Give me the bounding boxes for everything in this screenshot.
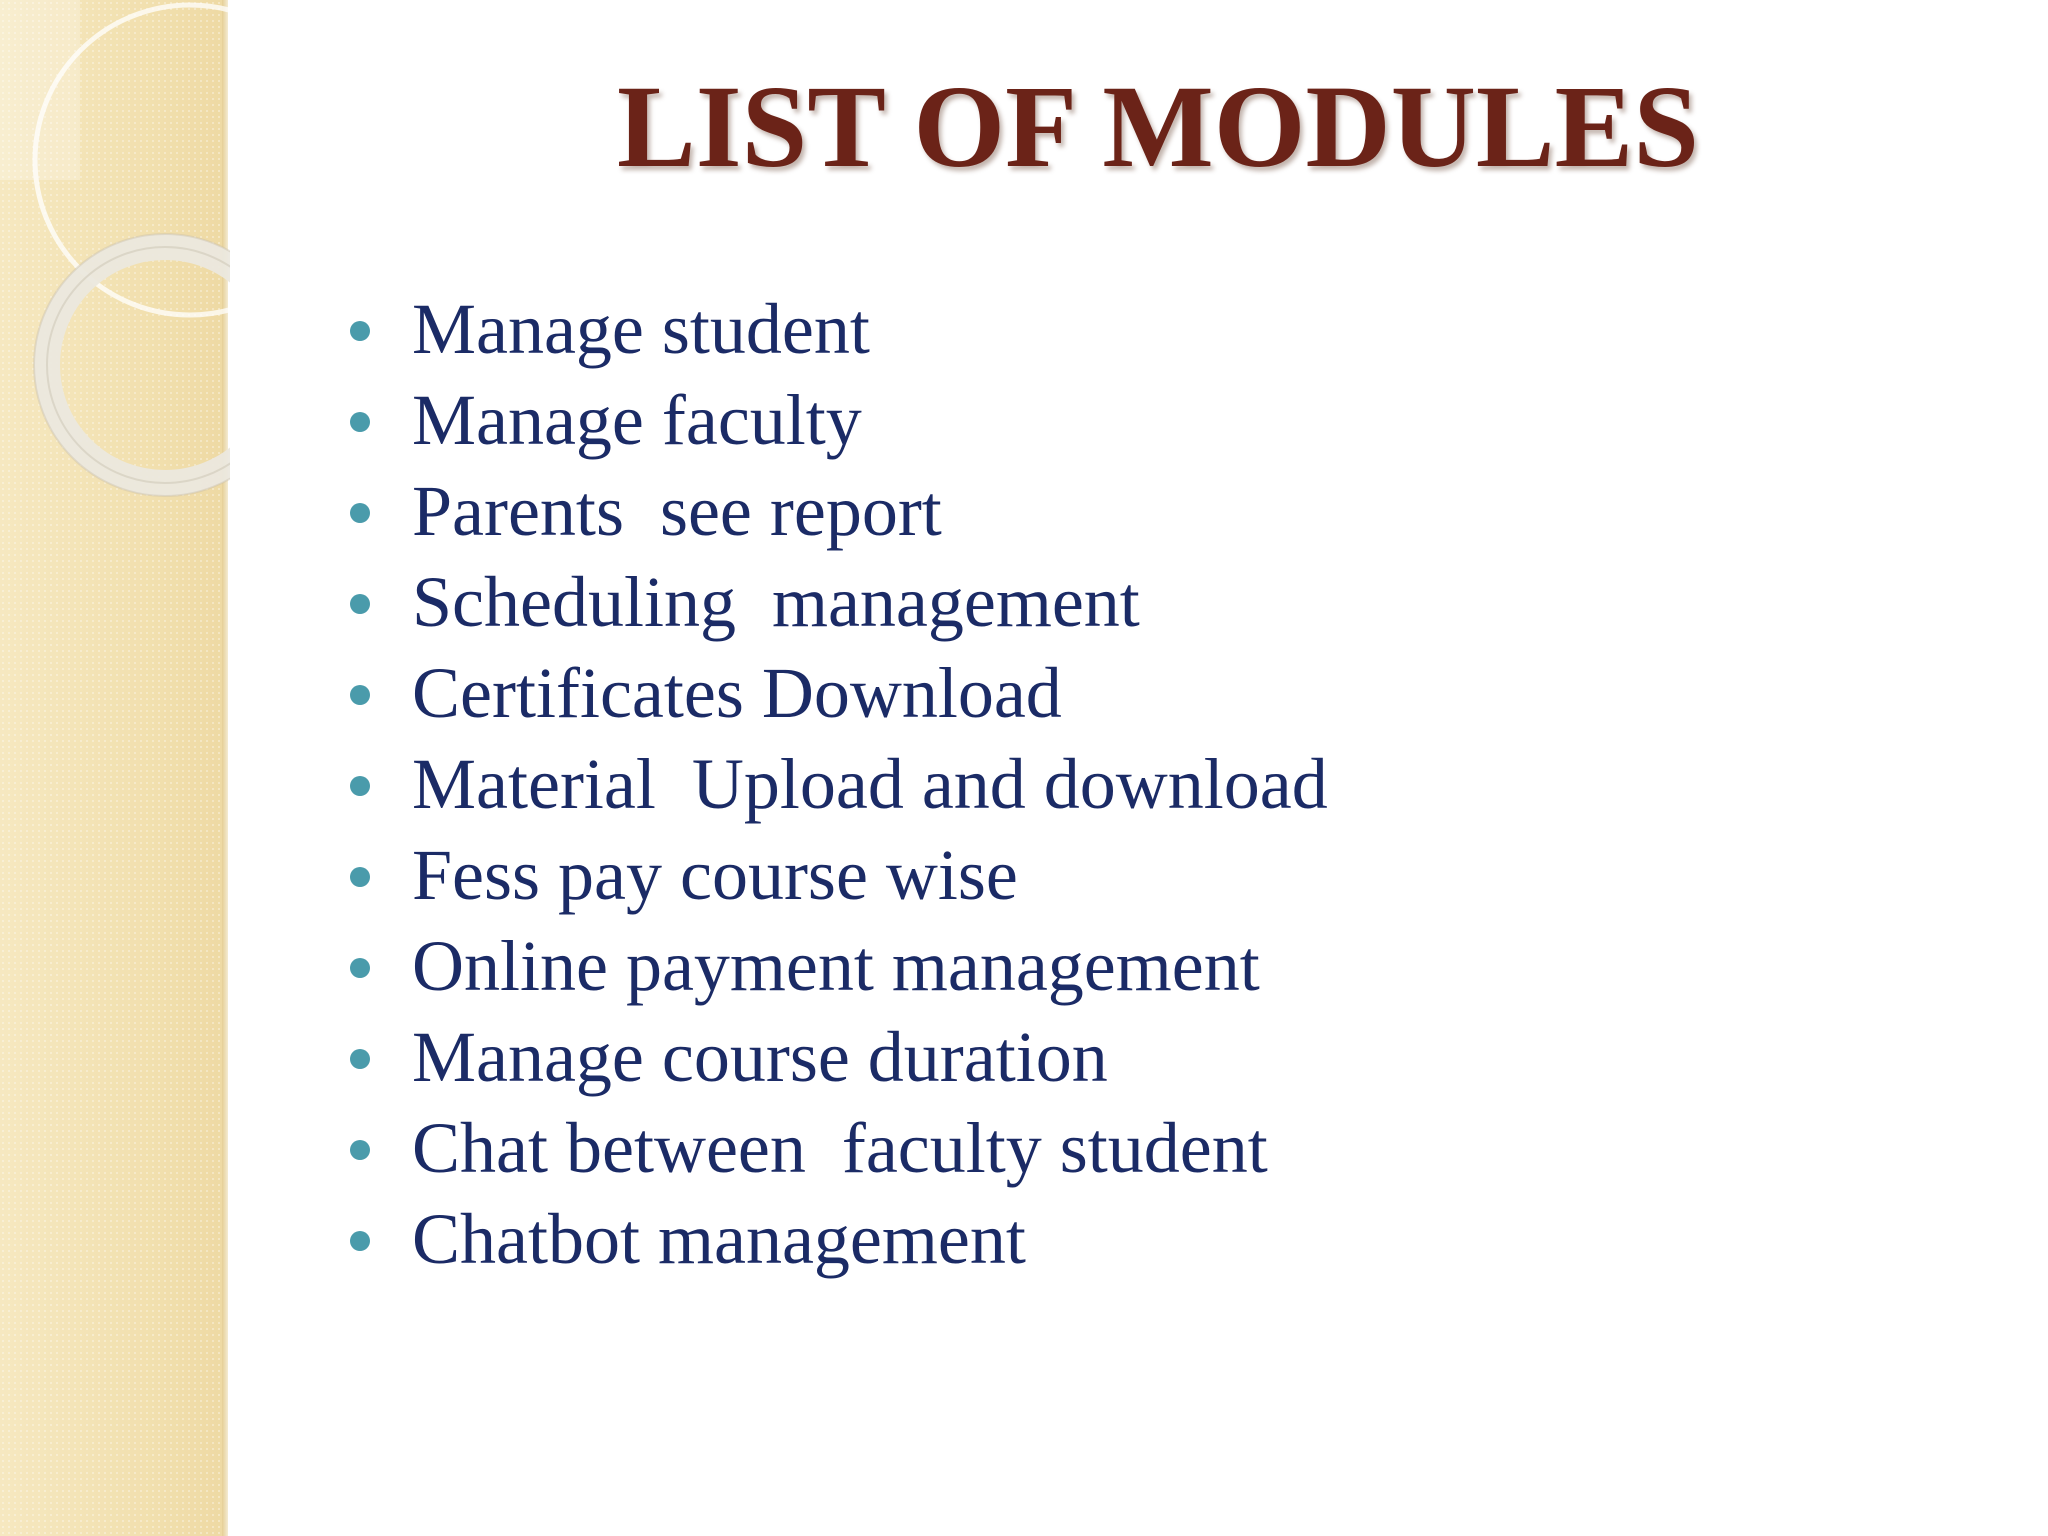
module-label: Certificates Download (412, 653, 1062, 733)
module-label: Material Upload and download (412, 744, 1328, 824)
bullet-icon (350, 685, 370, 705)
list-item (350, 557, 1328, 648)
module-label: Chatbot management (412, 1199, 1026, 1279)
bullet-icon (350, 1049, 370, 1069)
module-label: Fess pay course wise (412, 835, 1018, 915)
module-label: Online payment management (412, 926, 1260, 1006)
slide-title: LIST OF MODULES (617, 61, 1699, 192)
list-item (350, 1012, 1328, 1103)
list-item (350, 921, 1328, 1012)
bullet-icon (350, 958, 370, 978)
bullet-icon (350, 594, 370, 614)
bullet-icon (350, 412, 370, 432)
list-item (350, 1194, 1328, 1285)
module-label: Manage student (412, 289, 870, 369)
list-item (350, 466, 1328, 557)
module-label: Chat between faculty student (412, 1108, 1268, 1188)
module-label: Parents see report (412, 471, 942, 551)
module-list (350, 284, 1328, 1285)
list-item (350, 284, 1328, 375)
bullet-icon (350, 867, 370, 887)
list-item (350, 375, 1328, 466)
bullet-icon (350, 776, 370, 796)
list-item (350, 1103, 1328, 1194)
module-label: Manage course duration (412, 1017, 1108, 1097)
module-label: Scheduling management (412, 562, 1140, 642)
list-item (350, 648, 1328, 739)
bullet-icon (350, 321, 370, 341)
bullet-icon (350, 503, 370, 523)
bullet-icon (350, 1231, 370, 1251)
module-label: Manage faculty (412, 380, 862, 460)
bullet-icon (350, 1140, 370, 1160)
list-item (350, 830, 1328, 921)
list-item (350, 739, 1328, 830)
decorative-rings-graphic (0, 0, 230, 500)
